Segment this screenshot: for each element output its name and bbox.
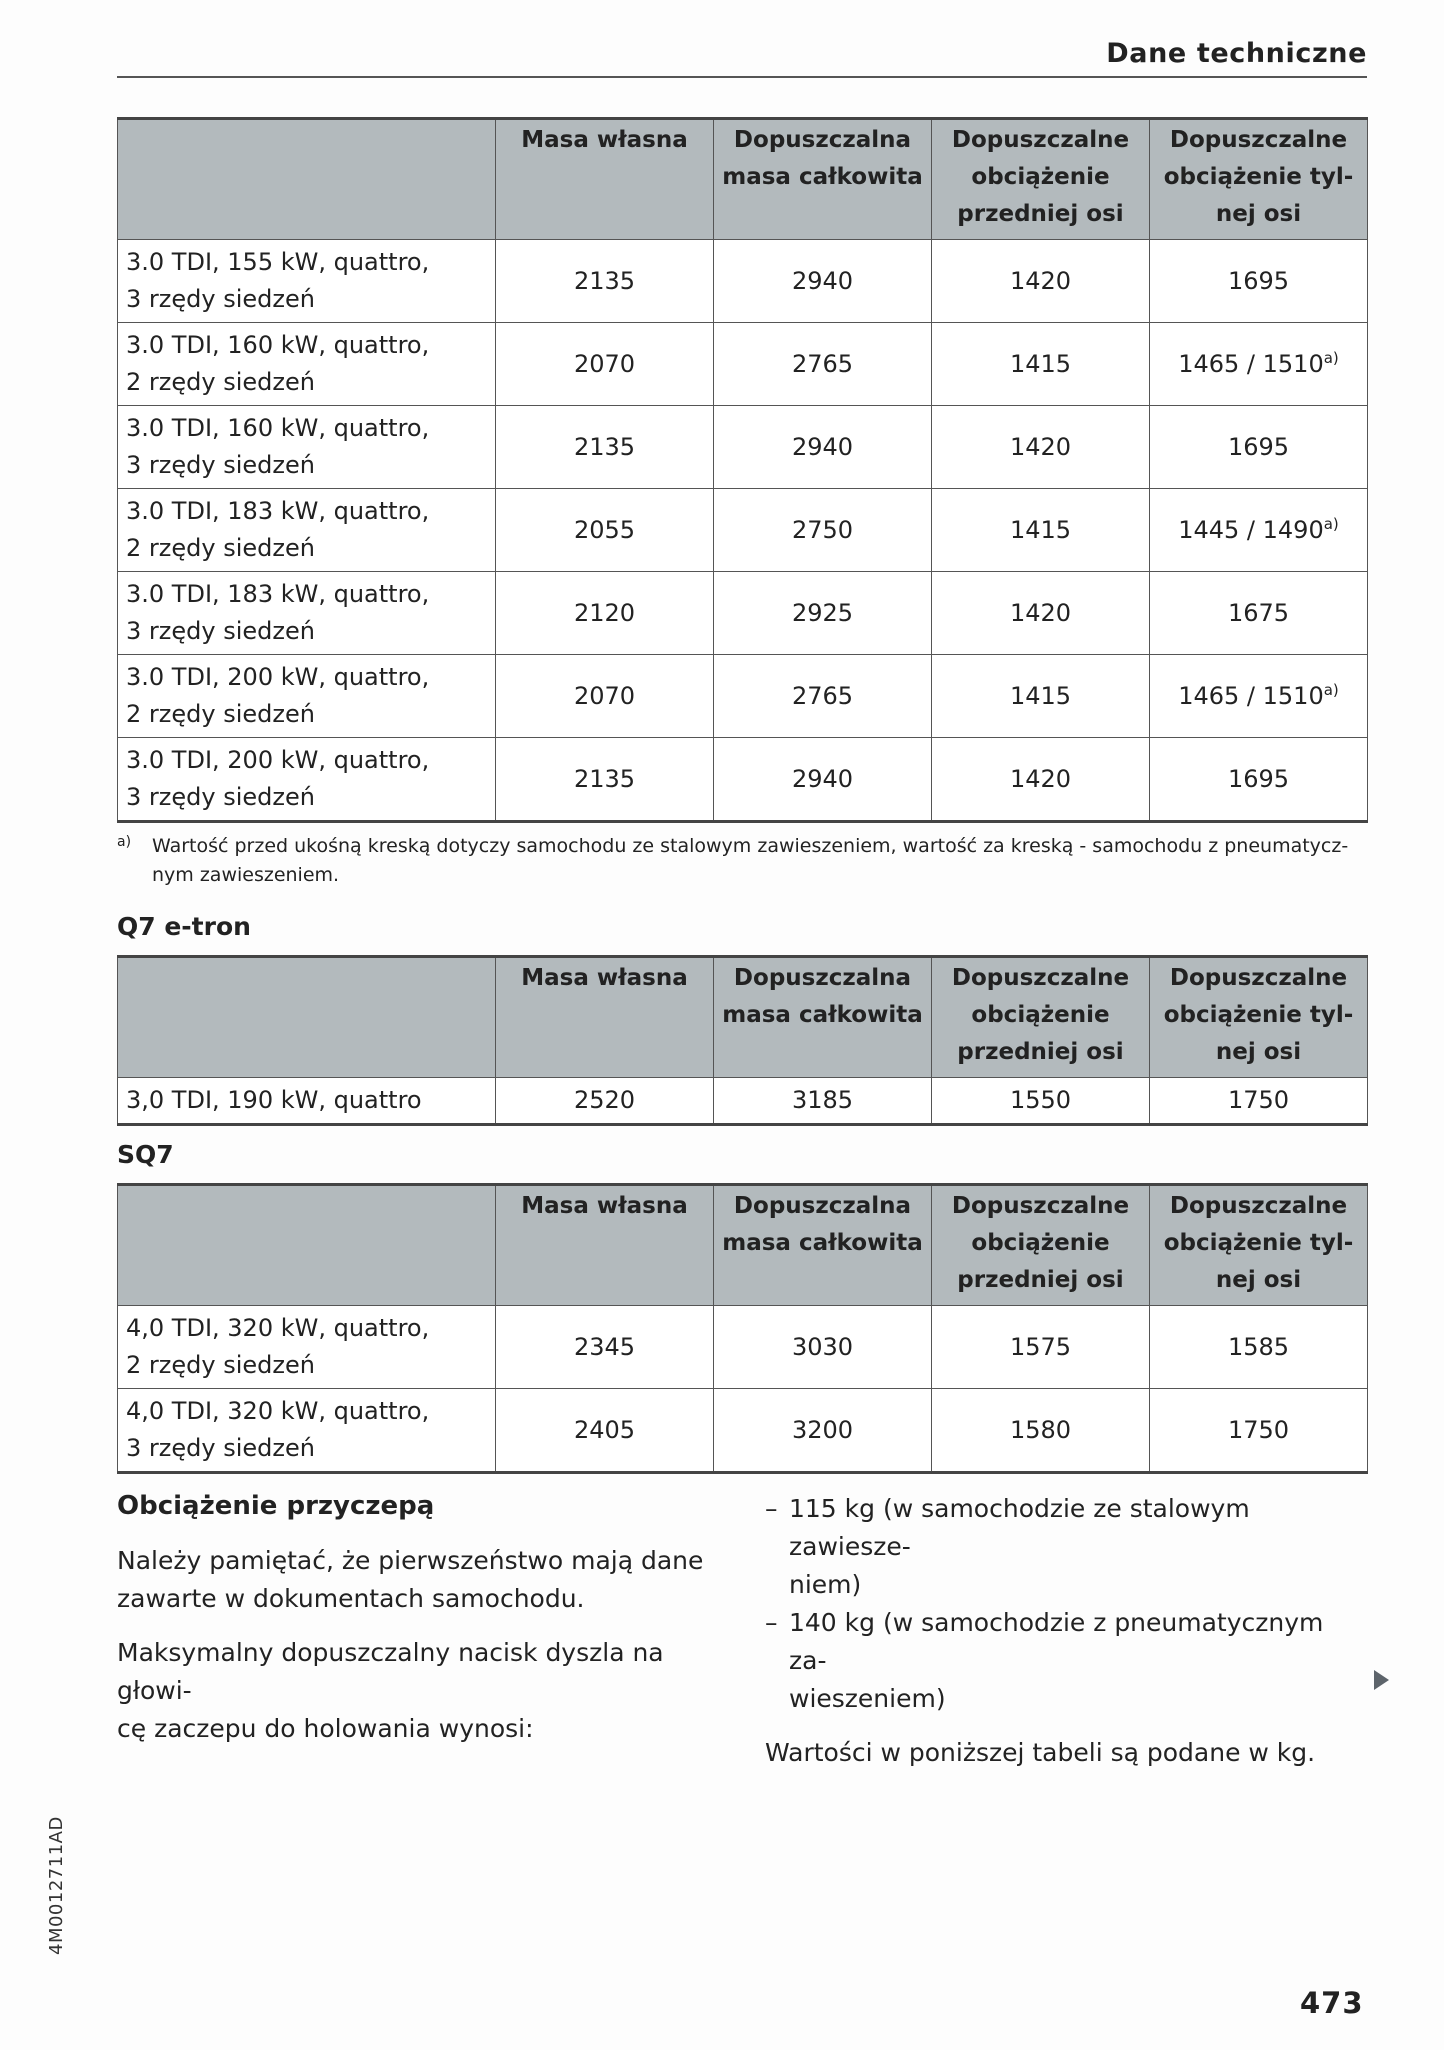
cell-przednia-os: 1550 <box>932 1078 1150 1125</box>
table-row <box>118 655 1368 738</box>
cell-przednia-os: 1415 <box>932 323 1150 406</box>
cell-masa-calkowita: 2925 <box>714 572 932 655</box>
triangle-right-icon <box>1374 1670 1389 1690</box>
dash-bullet: – <box>765 1608 778 1637</box>
paragraph-documents-priority: Należy pamiętać, że pierwszeństwo mają dane zawarte w dokumentach samochodu. <box>117 1546 704 1613</box>
trailer-section-right <box>765 1490 1365 1788</box>
cell-masa-calkowita: 2940 <box>714 406 932 489</box>
cell-tylna-os: 1750 <box>1150 1078 1368 1125</box>
cell-masa-wlasna: 2070 <box>496 655 714 738</box>
page-number: 473 <box>1300 1986 1364 2020</box>
cell-przednia-os: 1420 <box>932 572 1150 655</box>
row-name: 3.0 TDI, 183 kW, quattro, 2 rzędy siedzeń <box>118 489 496 572</box>
cell-przednia-os: 1420 <box>932 240 1150 323</box>
footnote-ref: a) <box>1323 348 1339 367</box>
row-name: 3,0 TDI, 190 kW, quattro <box>118 1078 496 1125</box>
table-row <box>118 406 1368 489</box>
weights-table-q7-etron <box>117 955 1368 1126</box>
weights-table-q7 <box>117 117 1368 823</box>
header-masa-calkowita: Dopuszczalna masa całkowita <box>714 957 932 1078</box>
section-title-q7-etron: Q7 e-tron <box>117 912 251 941</box>
cell-tylna-os: 1695 <box>1150 240 1368 323</box>
row-name: 3.0 TDI, 200 kW, quattro, 3 rzędy siedzeń <box>118 738 496 822</box>
cell-masa-calkowita: 2750 <box>714 489 932 572</box>
header-masa-wlasna: Masa własna <box>496 1185 714 1306</box>
cell-masa-calkowita: 2765 <box>714 323 932 406</box>
row-name: 3.0 TDI, 155 kW, quattro, 3 rzędy siedzeń <box>118 240 496 323</box>
header-przednia-os: Dopuszczalne obciążenie przedniej osi <box>932 1185 1150 1306</box>
cell-przednia-os: 1575 <box>932 1306 1150 1389</box>
page-header <box>117 36 1367 78</box>
list-item: – 140 kg (w samochodzie z pneumatycznym za- wieszeniem) <box>765 1604 1365 1718</box>
cell-tylna-os: 1675 <box>1150 572 1368 655</box>
cell-tylna-os: 1465 / 1510$^{a)}$ <box>1150 323 1368 406</box>
section-title-sq7: SQ7 <box>117 1140 174 1169</box>
cell-przednia-os: 1415 <box>932 655 1150 738</box>
cell-masa-wlasna: 2520 <box>496 1078 714 1125</box>
row-name: 4,0 TDI, 320 kW, quattro, 3 rzędy siedzeń <box>118 1389 496 1473</box>
cell-przednia-os: 1420 <box>932 738 1150 822</box>
header-tylna-os: Dopuszczalne obciążenie tyl- nej osi <box>1150 1185 1368 1306</box>
cell-masa-wlasna: 2135 <box>496 240 714 323</box>
header-tylna-os: Dopuszczalne obciążenie tyl- nej osi <box>1150 119 1368 240</box>
footnote-ref: a) <box>1323 514 1339 533</box>
table-row <box>118 738 1368 822</box>
cell-przednia-os: 1420 <box>932 406 1150 489</box>
dash-bullet: – <box>765 1494 778 1523</box>
weights-table-sq7 <box>117 1183 1368 1474</box>
header-masa-wlasna: Masa własna <box>496 957 714 1078</box>
header-tylna-os: Dopuszczalne obciążenie tyl- nej osi <box>1150 957 1368 1078</box>
table-header-row <box>118 957 1368 1078</box>
cell-masa-wlasna: 2070 <box>496 323 714 406</box>
table-row <box>118 489 1368 572</box>
header-masa-calkowita: Dopuszczalna masa całkowita <box>714 119 932 240</box>
cell-masa-calkowita: 3185 <box>714 1078 932 1125</box>
cell-tylna-os: 1695 <box>1150 738 1368 822</box>
document-code: 4M0012711AD <box>46 1816 67 1955</box>
header-przednia-os: Dopuszczalne obciążenie przedniej osi <box>932 957 1150 1078</box>
cell-masa-wlasna: 2055 <box>496 489 714 572</box>
footnote-mark: a) <box>117 834 132 850</box>
cell-masa-wlasna: 2345 <box>496 1306 714 1389</box>
cell-tylna-os: 1695 <box>1150 406 1368 489</box>
cell-przednia-os: 1580 <box>932 1389 1150 1473</box>
table-row <box>118 1306 1368 1389</box>
cell-tylna-os: 1465 / 1510$^{a)}$ <box>1150 655 1368 738</box>
header-masa-calkowita: Dopuszczalna masa całkowita <box>714 1185 932 1306</box>
row-name: 3.0 TDI, 160 kW, quattro, 3 rzędy siedzeń <box>118 406 496 489</box>
cell-masa-calkowita: 2940 <box>714 738 932 822</box>
header-masa-wlasna: Masa własna <box>496 119 714 240</box>
row-name: 3.0 TDI, 160 kW, quattro, 2 rzędy siedzeń <box>118 323 496 406</box>
paragraph-units-note: Wartości w poniższej tabeli są podane w kg. <box>765 1738 1316 1767</box>
paragraph-drawbar-load: Maksymalny dopuszczalny nacisk dyszla na głowi- cę zaczepu do holowania wynosi: <box>117 1638 664 1743</box>
list-item: – 115 kg (w samochodzie ze stalowym zawiesze- niem) <box>765 1490 1365 1604</box>
header-empty <box>118 119 496 240</box>
table-row <box>118 572 1368 655</box>
header-przednia-os: Dopuszczalne obciążenie przedniej osi <box>932 119 1150 240</box>
cell-masa-wlasna: 2135 <box>496 738 714 822</box>
cell-masa-wlasna: 2405 <box>496 1389 714 1473</box>
table-header-row <box>118 119 1368 240</box>
table-row <box>118 323 1368 406</box>
cell-tylna-os: 1585 <box>1150 1306 1368 1389</box>
table-header-row <box>118 1185 1368 1306</box>
cell-masa-calkowita: 3200 <box>714 1389 932 1473</box>
table-row <box>118 1078 1368 1125</box>
section-heading-trailer-load: Obciążenie przyczepą <box>117 1491 435 1521</box>
cell-tylna-os: 1750 <box>1150 1389 1368 1473</box>
page-title: Dane techniczne <box>1106 38 1367 69</box>
cell-masa-wlasna: 2135 <box>496 406 714 489</box>
table-row <box>118 1389 1368 1473</box>
row-name: 4,0 TDI, 320 kW, quattro, 2 rzędy siedzeń <box>118 1306 496 1389</box>
cell-masa-calkowita: 3030 <box>714 1306 932 1389</box>
footnote <box>117 832 1367 890</box>
cell-masa-calkowita: 2940 <box>714 240 932 323</box>
footnote-ref: a) <box>1323 680 1339 699</box>
table-row <box>118 240 1368 323</box>
cell-masa-wlasna: 2120 <box>496 572 714 655</box>
cell-masa-calkowita: 2765 <box>714 655 932 738</box>
cell-przednia-os: 1415 <box>932 489 1150 572</box>
footnote-text: Wartość przed ukośną kreską dotyczy samochodu ze stalowym zawieszeniem, wartość za kreską - samochodu z pneumatycz- nym zawieszeniem. <box>152 835 1349 886</box>
header-empty <box>118 957 496 1078</box>
header-empty <box>118 1185 496 1306</box>
row-name: 3.0 TDI, 183 kW, quattro, 3 rzędy siedzeń <box>118 572 496 655</box>
cell-tylna-os: 1445 / 1490$^{a)}$ <box>1150 489 1368 572</box>
trailer-section-left <box>117 1488 717 1764</box>
row-name: 3.0 TDI, 200 kW, quattro, 2 rzędy siedzeń <box>118 655 496 738</box>
